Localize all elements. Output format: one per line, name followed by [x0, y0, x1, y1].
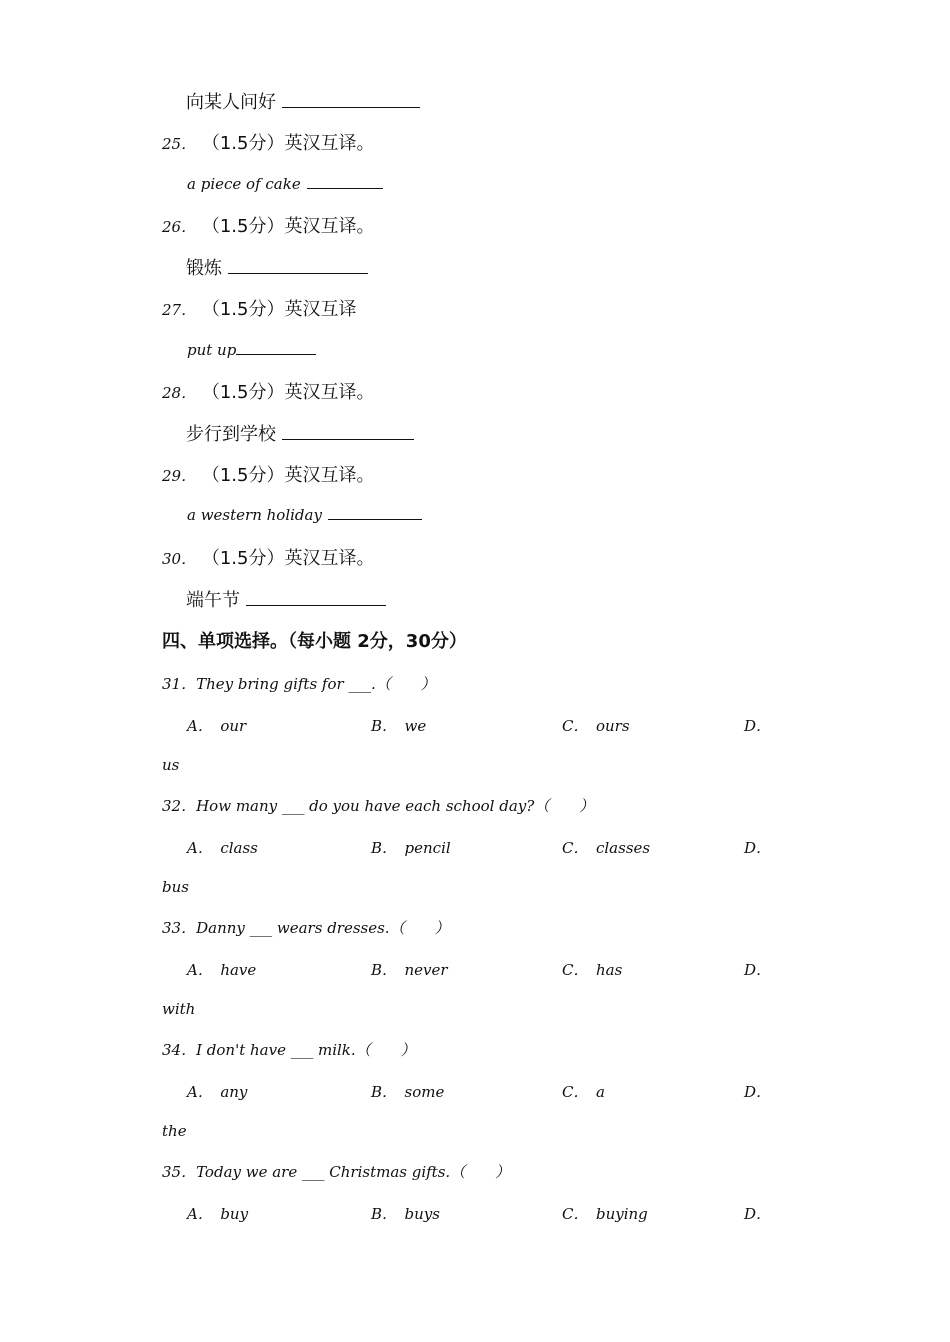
prompt-text: 步行到学校: [186, 424, 276, 445]
question-instruction: （1.5分）英汉互译。: [201, 548, 375, 569]
option-b[interactable]: B． pencil: [371, 839, 451, 857]
question-text: Today we are ___ Christmas gifts.（ ）: [196, 1163, 511, 1181]
item-prompt: [186, 91, 420, 115]
prompt-text: a western holiday: [187, 506, 322, 524]
option-d[interactable]: D．: [744, 961, 772, 979]
prompt-text: 端午节: [186, 590, 240, 611]
answer-blank[interactable]: [246, 589, 386, 606]
question-29-prompt: [187, 503, 422, 527]
question-number: 34．: [162, 1041, 197, 1059]
question-number: 27．: [162, 301, 197, 319]
question-35: [162, 1160, 510, 1184]
option-c[interactable]: C． has: [562, 961, 623, 979]
question-33: [162, 916, 450, 940]
option-b[interactable]: B． buys: [371, 1205, 440, 1223]
option-d[interactable]: D．: [744, 717, 772, 735]
question-number: 33．: [162, 919, 197, 937]
option-d[interactable]: D．: [744, 1205, 772, 1223]
answer-blank[interactable]: [307, 172, 383, 189]
question-number: 29．: [162, 467, 197, 485]
option-d[interactable]: D．: [744, 839, 772, 857]
question-number: 26．: [162, 218, 197, 236]
prompt-text: 锻炼: [186, 258, 222, 279]
question-text: I don't have ___ milk.（ ）: [196, 1041, 416, 1059]
option-d-text[interactable]: the: [162, 1122, 187, 1140]
answer-blank[interactable]: [236, 338, 316, 355]
option-b[interactable]: B． never: [371, 961, 448, 979]
option-d-text[interactable]: with: [162, 1000, 196, 1018]
question-instruction: （1.5分）英汉互译。: [201, 465, 375, 486]
question-31: [162, 672, 436, 696]
question-instruction: （1.5分）英汉互译。: [201, 382, 375, 403]
question-instruction: （1.5分）英汉互译。: [201, 133, 375, 154]
question-27-prompt: [187, 338, 316, 362]
option-c[interactable]: C． classes: [562, 839, 651, 857]
option-d[interactable]: D．: [744, 1083, 772, 1101]
question-text: How many ___ do you have each school day?（ ）: [196, 797, 595, 815]
question-25-header: [162, 132, 374, 156]
item-prompt-text: 向某人问好: [186, 92, 276, 113]
question-text: Danny ___ wears dresses.（ ）: [196, 919, 450, 937]
option-d-text[interactable]: bus: [162, 878, 189, 896]
question-29-header: [162, 464, 374, 488]
question-27-header: [162, 298, 356, 322]
answer-blank[interactable]: [228, 257, 368, 274]
question-34: [162, 1038, 416, 1062]
question-number: 28．: [162, 384, 197, 402]
option-b[interactable]: B． some: [371, 1083, 445, 1101]
option-a[interactable]: A． have: [187, 961, 257, 979]
option-c[interactable]: C． ours: [562, 717, 630, 735]
option-a[interactable]: A． class: [187, 839, 258, 857]
prompt-text: a piece of cake: [187, 175, 301, 193]
section-title: 四、单项选择。（每小题 2分，30分）: [162, 631, 467, 652]
question-30-prompt: [186, 589, 386, 613]
question-26-header: [162, 215, 374, 239]
question-26-prompt: [186, 257, 368, 281]
question-number: 31．: [162, 675, 197, 693]
option-a[interactable]: A． our: [187, 717, 247, 735]
option-c[interactable]: C． a: [562, 1083, 605, 1101]
option-c[interactable]: C． buying: [562, 1205, 648, 1223]
question-25-prompt: [187, 172, 383, 196]
question-number: 30．: [162, 550, 197, 568]
prompt-text: put up: [187, 341, 237, 359]
question-28-prompt: [186, 423, 414, 447]
question-number: 35．: [162, 1163, 197, 1181]
question-number: 32．: [162, 797, 197, 815]
question-28-header: [162, 381, 374, 405]
question-30-header: [162, 547, 374, 571]
answer-blank[interactable]: [328, 503, 422, 520]
answer-blank[interactable]: [282, 91, 420, 108]
answer-blank[interactable]: [282, 423, 414, 440]
question-instruction: （1.5分）英汉互译。: [201, 216, 375, 237]
option-b[interactable]: B． we: [371, 717, 427, 735]
option-a[interactable]: A． buy: [187, 1205, 249, 1223]
question-32: [162, 794, 594, 818]
option-a[interactable]: A． any: [187, 1083, 248, 1101]
option-d-text[interactable]: us: [162, 756, 180, 774]
question-number: 25．: [162, 135, 197, 153]
question-text: They bring gifts for ___.（ ）: [196, 675, 436, 693]
question-instruction: （1.5分）英汉互译: [201, 299, 357, 320]
